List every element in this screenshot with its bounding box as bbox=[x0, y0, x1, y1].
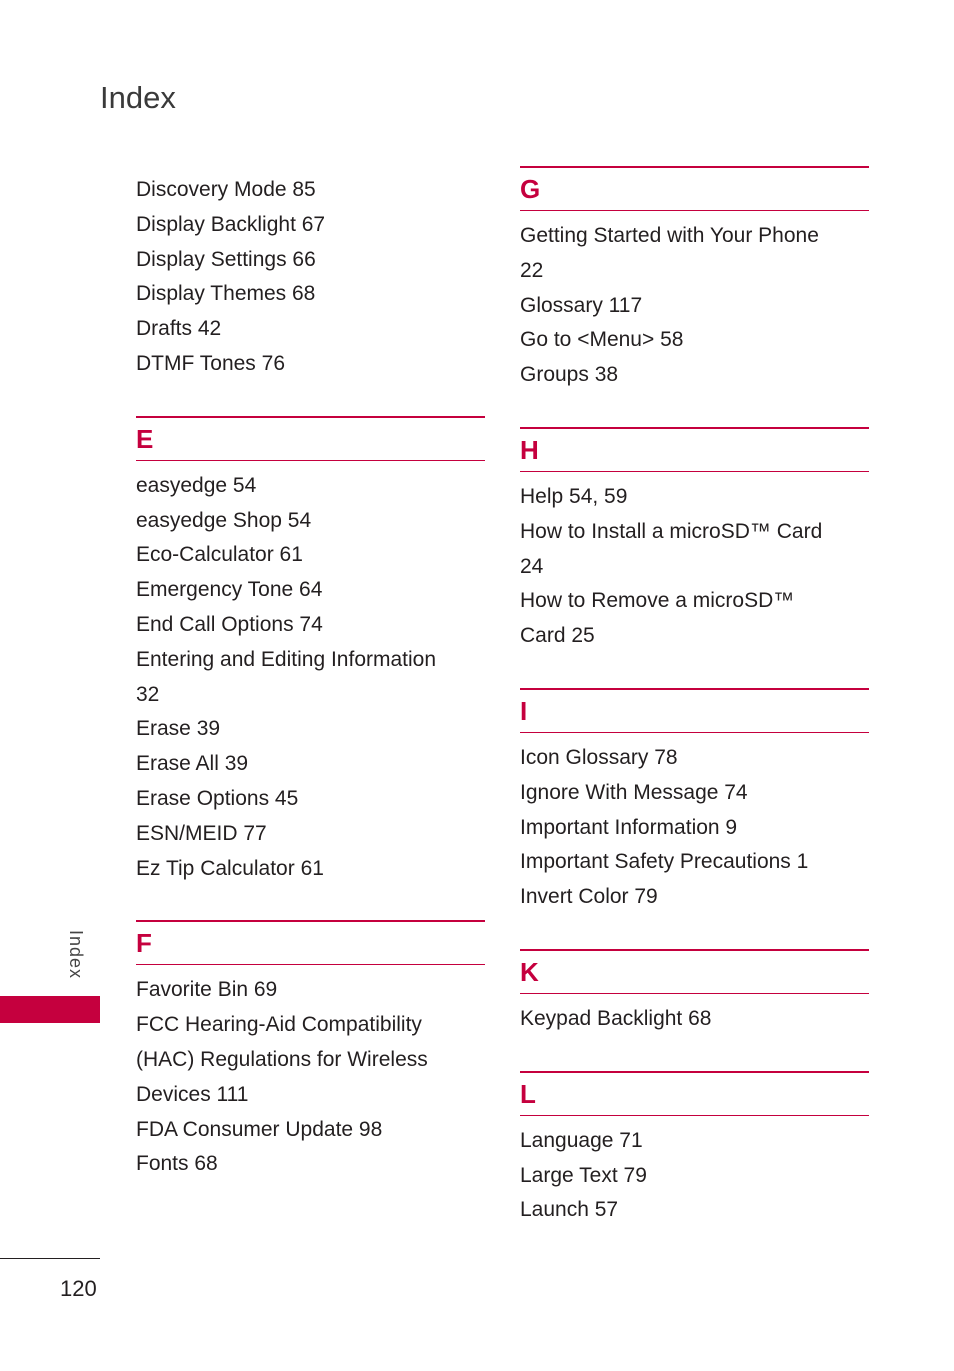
index-entry: Glossary 117 bbox=[520, 293, 643, 317]
index-entry: Card 25 bbox=[520, 624, 595, 648]
index-entry: ESN/MEID 77 bbox=[136, 821, 267, 845]
index-entry: Display Backlight 67 bbox=[136, 212, 326, 236]
index-entry: Eco-Calculator 61 bbox=[136, 543, 303, 567]
index-entry: Launch 57 bbox=[520, 1198, 619, 1222]
index-entry: Important Information 9 bbox=[520, 815, 738, 839]
index-entry: 32 bbox=[136, 682, 160, 706]
footer-divider bbox=[0, 1258, 100, 1259]
index-entry: Display Settings 66 bbox=[136, 247, 316, 271]
index-entry: How to Install a microSD™ Card bbox=[520, 519, 823, 543]
index-section-e bbox=[136, 416, 485, 887]
section-header bbox=[520, 1071, 869, 1116]
index-section-h bbox=[520, 427, 869, 654]
index-entry: Ignore With Message 74 bbox=[520, 780, 748, 804]
index-section-g bbox=[520, 166, 869, 393]
index-entry: 22 bbox=[520, 258, 544, 282]
index-entry: Icon Glossary 78 bbox=[520, 745, 678, 769]
index-entry: Important Safety Precautions 1 bbox=[520, 850, 809, 874]
section-letter: G bbox=[520, 174, 541, 204]
index-entry: 24 bbox=[520, 554, 544, 578]
index-section-k bbox=[520, 949, 869, 1037]
index-entry: Discovery Mode 85 bbox=[136, 178, 316, 201]
index-entry: Display Themes 68 bbox=[136, 282, 316, 306]
index-entry: Favorite Bin 69 bbox=[136, 978, 278, 1002]
index-entry: Emergency Tone 64 bbox=[136, 578, 323, 602]
index-entry: Getting Started with Your Phone bbox=[520, 224, 819, 247]
index-entry: easyedge Shop 54 bbox=[136, 508, 312, 532]
side-tab-label: Index bbox=[66, 930, 86, 980]
index-entry: Keypad Backlight 68 bbox=[520, 1006, 712, 1030]
index-entry: Help 54, 59 bbox=[520, 484, 628, 508]
index-entry: Devices 111 bbox=[136, 1082, 249, 1106]
index-section-f bbox=[136, 920, 485, 1182]
section-header bbox=[520, 688, 869, 733]
index-entry: Drafts 42 bbox=[136, 317, 222, 341]
index-entry: FCC Hearing-Aid Compatibility bbox=[136, 1013, 422, 1037]
index-entry: End Call Options 74 bbox=[136, 612, 323, 636]
index-entry: DTMF Tones 76 bbox=[136, 351, 285, 375]
index-entry: Erase All 39 bbox=[136, 752, 249, 776]
section-header bbox=[520, 427, 869, 472]
index-entry: easyedge 54 bbox=[136, 473, 257, 497]
section-letter: K bbox=[520, 956, 539, 987]
index-column-left bbox=[136, 173, 485, 1182]
index-section-i bbox=[520, 688, 869, 915]
index-entry: Fonts 68 bbox=[136, 1152, 218, 1176]
section-letter: I bbox=[520, 695, 528, 726]
page-number: 120 bbox=[60, 1276, 97, 1301]
index-entry: (HAC) Regulations for Wireless bbox=[136, 1047, 428, 1071]
index-entry: Erase Options 45 bbox=[136, 786, 299, 810]
index-entry: Large Text 79 bbox=[520, 1163, 647, 1187]
index-entry: FDA Consumer Update 98 bbox=[136, 1117, 383, 1141]
section-letter: H bbox=[520, 434, 539, 465]
index-column-right bbox=[520, 166, 869, 1228]
index-section-l bbox=[520, 1071, 869, 1228]
index-entry: Invert Color 79 bbox=[520, 885, 658, 909]
section-letter: L bbox=[520, 1078, 536, 1109]
index-entry: Erase 39 bbox=[136, 717, 221, 741]
section-header bbox=[136, 920, 485, 965]
index-entry: Go to <Menu> 58 bbox=[520, 328, 684, 352]
section-letter: F bbox=[136, 928, 152, 959]
side-tab-marker bbox=[0, 996, 100, 1023]
section-header bbox=[520, 166, 869, 211]
index-entry: Ez Tip Calculator 61 bbox=[136, 856, 324, 880]
section-header bbox=[136, 416, 485, 461]
index-entry: How to Remove a microSD™ bbox=[520, 589, 795, 613]
section-letter: E bbox=[136, 423, 154, 454]
index-entry: Language 71 bbox=[520, 1128, 643, 1152]
index-entry: Entering and Editing Information bbox=[136, 647, 437, 671]
index-section-continued bbox=[136, 173, 485, 382]
page-title: Index bbox=[100, 80, 176, 115]
section-header bbox=[520, 949, 869, 994]
index-entry: Groups 38 bbox=[520, 363, 619, 387]
